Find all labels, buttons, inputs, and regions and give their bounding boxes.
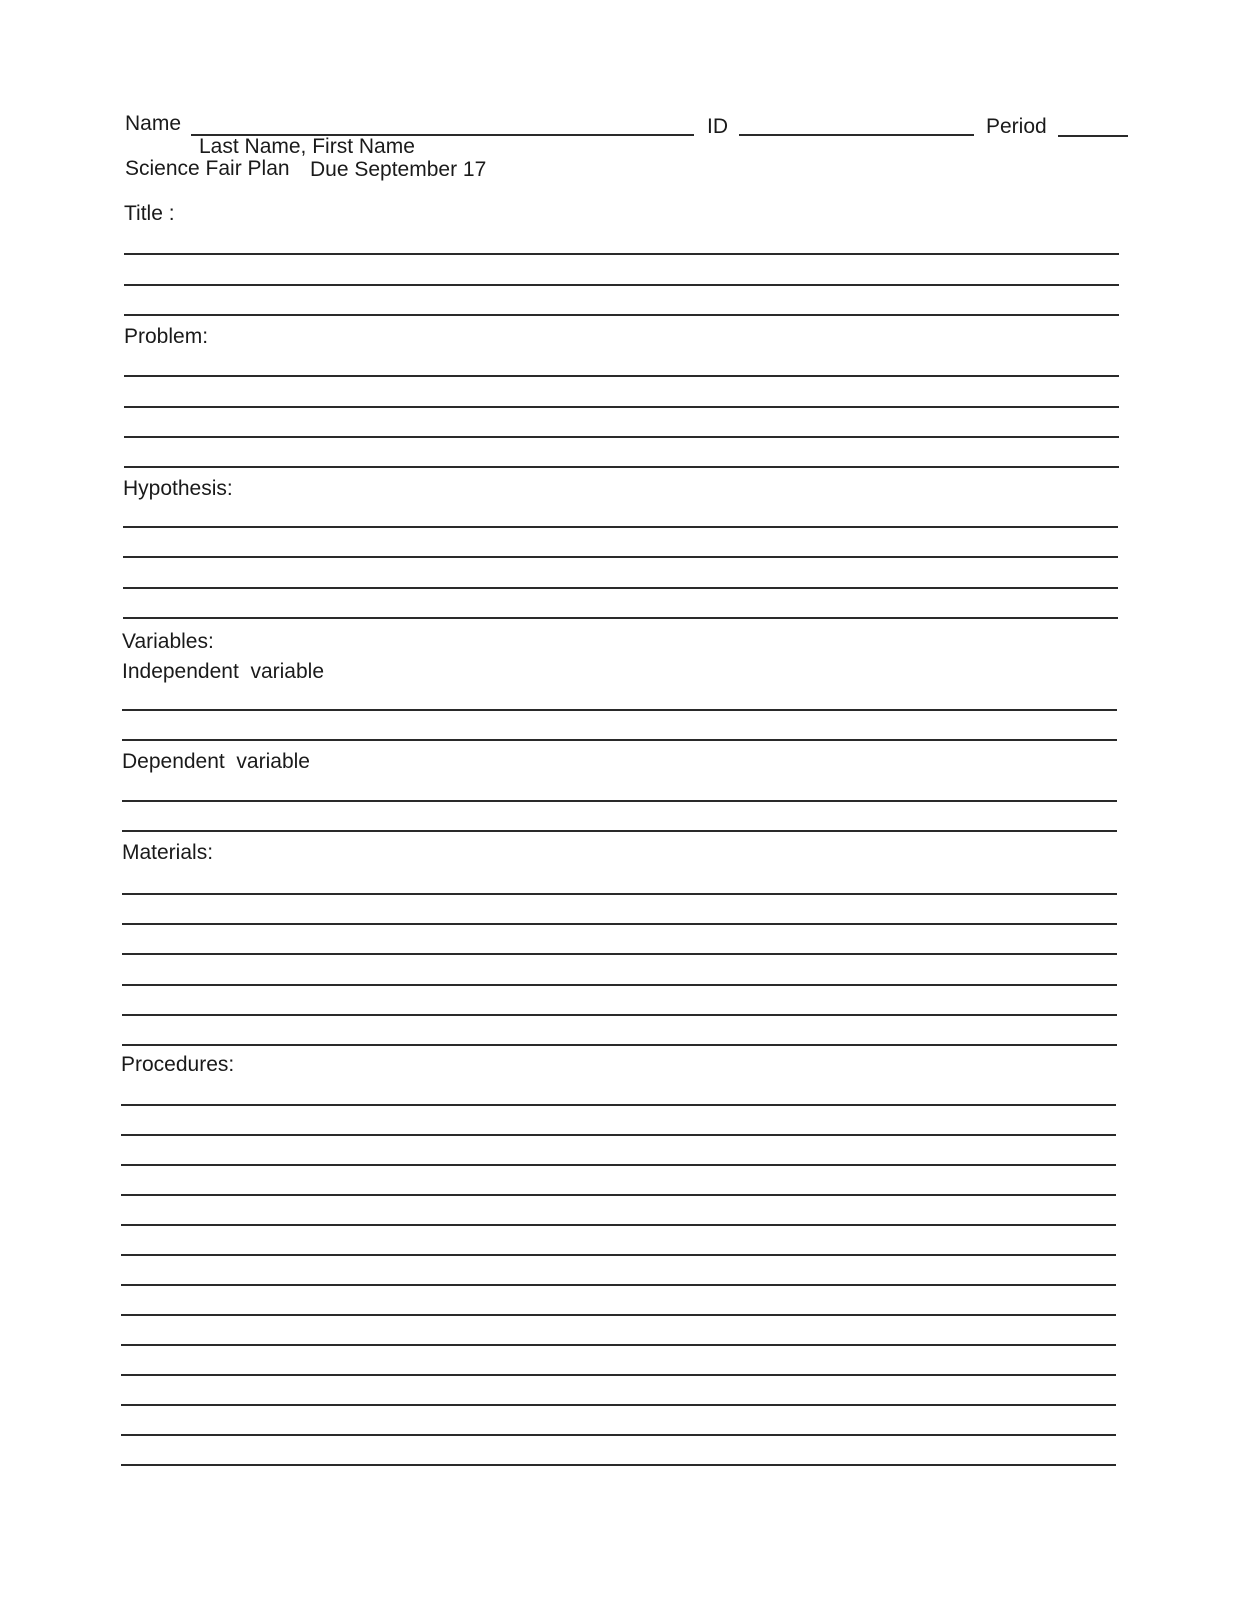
period-field[interactable]: [1058, 135, 1128, 137]
title-line[interactable]: [124, 253, 1119, 255]
name-label: Name: [125, 112, 182, 135]
procedures-line[interactable]: [121, 1164, 1116, 1166]
procedures-line[interactable]: [121, 1464, 1116, 1466]
hypothesis-line[interactable]: [123, 587, 1118, 589]
id-field[interactable]: [739, 134, 974, 136]
dependent-variable-line[interactable]: [122, 830, 1117, 832]
hypothesis-line[interactable]: [123, 617, 1118, 619]
independent-variable-line[interactable]: [122, 709, 1117, 711]
materials-line[interactable]: [122, 1044, 1117, 1046]
id-label: ID: [707, 115, 728, 138]
procedures-line[interactable]: [121, 1134, 1116, 1136]
problem-line[interactable]: [124, 466, 1119, 468]
name-sublabel: Last Name, First Name: [199, 135, 415, 158]
plan-title: Science Fair Plan: [125, 157, 290, 180]
problem-line[interactable]: [124, 436, 1119, 438]
hypothesis-line[interactable]: [123, 556, 1118, 558]
title-line[interactable]: [124, 314, 1119, 316]
problem-line[interactable]: [124, 375, 1119, 377]
materials-line[interactable]: [122, 953, 1117, 955]
procedures-line[interactable]: [121, 1404, 1116, 1406]
materials-line[interactable]: [122, 893, 1117, 895]
variables-label: Variables:: [122, 630, 214, 653]
title-label: Title :: [124, 202, 175, 225]
procedures-line[interactable]: [121, 1434, 1116, 1436]
procedures-line[interactable]: [121, 1284, 1116, 1286]
independent-variable-line[interactable]: [122, 739, 1117, 741]
due-date: Due September 17: [310, 158, 487, 181]
problem-label: Problem:: [124, 325, 209, 348]
materials-line[interactable]: [122, 1014, 1117, 1016]
procedures-line[interactable]: [121, 1344, 1116, 1346]
independent-variable-label: Independent variable: [122, 660, 324, 683]
procedures-line[interactable]: [121, 1104, 1116, 1106]
dependent-variable-line[interactable]: [122, 800, 1117, 802]
dependent-variable-label: Dependent variable: [122, 750, 310, 773]
materials-line[interactable]: [122, 923, 1117, 925]
procedures-line[interactable]: [121, 1224, 1116, 1226]
problem-line[interactable]: [124, 406, 1119, 408]
materials-line[interactable]: [122, 984, 1117, 986]
materials-label: Materials:: [122, 841, 214, 864]
hypothesis-label: Hypothesis:: [123, 477, 233, 500]
procedures-line[interactable]: [121, 1314, 1116, 1316]
procedures-label: Procedures:: [121, 1053, 235, 1076]
procedures-line[interactable]: [121, 1254, 1116, 1256]
procedures-line[interactable]: [121, 1194, 1116, 1196]
procedures-line[interactable]: [121, 1374, 1116, 1376]
title-line[interactable]: [124, 284, 1119, 286]
hypothesis-line[interactable]: [123, 526, 1118, 528]
period-label: Period: [986, 115, 1047, 138]
